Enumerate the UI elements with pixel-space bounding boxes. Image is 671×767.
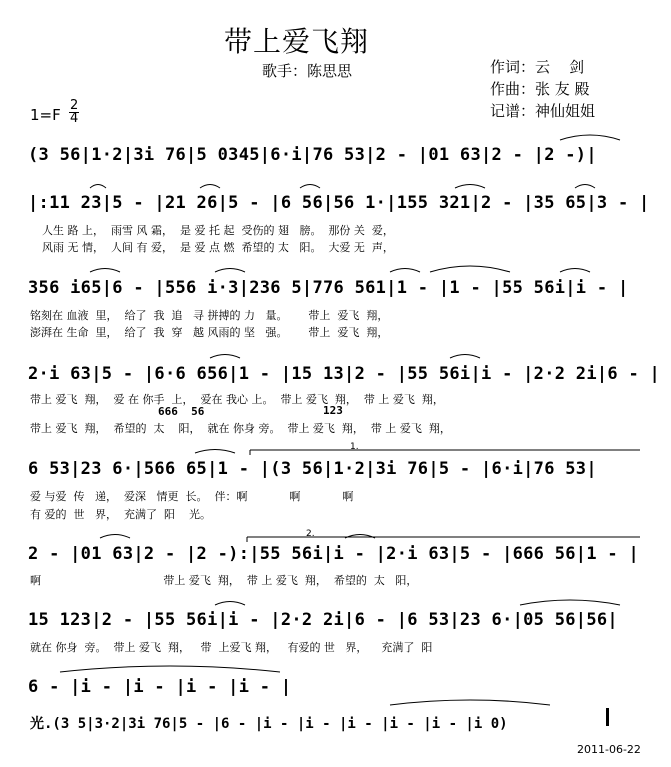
slur-4 — [300, 185, 320, 189]
lyric-line-5a: 爱 与爱 传 递， 爱深 情更 长。 伴：啊 啊 啊 — [30, 490, 354, 503]
alt-notes-annotation-2: 123 — [323, 404, 343, 417]
slur-19 — [60, 666, 280, 672]
slur-11 — [560, 269, 590, 273]
lyric-line-4b: 带上 爱飞 翔， 希望的 太 阳， 就在 你身 旁。 带上 爱飞 翔， 带 上 爱飞 翔， — [30, 422, 451, 435]
transcription-date: 2011-06-22 — [577, 743, 641, 756]
slur-8 — [215, 269, 245, 273]
slur-17 — [215, 602, 245, 606]
notation-line-3: 356 i65|6 - |556 i·3|236 5|776 561|1 - |1 - |55 56i|i - | — [28, 278, 629, 298]
lyric-line-5b: 有 爱的 世 界， 充满了 阳 光。 — [30, 508, 211, 521]
time-signature-bottom: 4 — [70, 111, 79, 126]
transcriber-credit: 记谱：神仙姐姐 — [490, 102, 596, 120]
singer-credit: 歌手：陈思思 — [262, 62, 353, 80]
slur-18 — [520, 600, 620, 605]
outro-notation: 光.(3 5|3·2|3i 76|5 - |6 - |i - |i - |i - |i - |i - |i 0) — [30, 716, 508, 732]
notation-line-6: 2 - |01 63|2 - |2 -):|55 56i|i - |2·i 63|5 - |666 56|1 - | — [28, 544, 640, 564]
time-signature-top: 2 — [70, 98, 79, 113]
song-title: 带上爱飞翔 — [224, 25, 370, 58]
lyric-line-3a: 铭刻在 血液 里， 给了 我 追 寻 拼搏的 力 量。 带上 爱飞 翔， — [30, 309, 389, 322]
slur-9 — [390, 269, 420, 273]
volta-1-bracket — [250, 450, 640, 455]
slur-6 — [575, 185, 595, 189]
lyric-line-7a: 就在 你身 旁。 带上 爱飞 翔， 带 上爱飞 翔， 有爱的 世 界， 充满了 阳 — [30, 641, 433, 654]
slur-12 — [210, 355, 240, 359]
composer-credit: 作曲：张 友 殿 — [490, 80, 590, 98]
slur-1 — [560, 135, 620, 140]
lyricist-credit: 作词：云 剑 — [490, 58, 585, 76]
lyric-line-4a: 带上 爱飞 翔， 爱 在 你手 上， 爱在 我心 上。 带上 爱飞 翔， 带 上 爱飞 翔， — [30, 393, 444, 406]
volta-label-2: 2. — [306, 529, 315, 539]
notation-line-4: 2·i 63|5 - |6·6 656|1 - |15 13|2 - |55 56i|i - |2·2 2i|6 - | — [28, 364, 661, 384]
notation-line-1: (3 56|1·2|3i 76|5 0345|6·i|76 53|2 - |01 63|2 - |2 -)| — [28, 145, 597, 165]
slur-20 — [390, 700, 550, 705]
notation-line-5: 6 53|23 6·|566 65|1 - |(3 56|1·2|3i 76|5 - |6·i|76 53| — [28, 459, 597, 479]
lyric-line-6a: 啊 带上 爱飞 翔， 带 上 爱飞 翔， 希望的 太 阳， — [30, 574, 418, 587]
lyric-line-3b: 澎湃在 生命 里， 给了 我 穿 越 风雨的 坚 强。 带上 爱飞 翔， — [30, 326, 389, 339]
notation-line-8: 6 - |i - |i - |i - |i - | — [28, 677, 292, 697]
slur-10 — [430, 266, 510, 272]
volta-label-1: 1. — [350, 442, 359, 452]
slur-7 — [90, 269, 120, 273]
lyric-line-2b: 风雨 无 情， 人间 有 爱， 是 爱 点 燃 希望的 太 阳。 大爱 无 声， — [42, 241, 394, 254]
alt-notes-annotation-1: 666 56 — [158, 405, 205, 418]
notation-line-7: 15 123|2 - |55 56i|i - |2·2 2i|6 - |6 53|23 6·|05 56|56| — [28, 610, 618, 630]
lyric-line-2a: 人生 路 上， 雨雪 风 霜， 是 爱 托 起 受伤的 翅 膀。 那份 关 爱， — [42, 224, 394, 237]
notation-line-2: |:11 23|5 - |21 26|5 - |6 56|56 1·|155 321|2 - |35 65|3 - | — [28, 193, 650, 213]
slur-2 — [90, 185, 106, 189]
slur-14 — [195, 450, 235, 454]
slur-15 — [100, 535, 130, 539]
slur-13 — [450, 355, 480, 359]
slur-5 — [455, 185, 485, 189]
key-signature: 1=F — [30, 106, 61, 124]
slur-3 — [200, 185, 220, 189]
